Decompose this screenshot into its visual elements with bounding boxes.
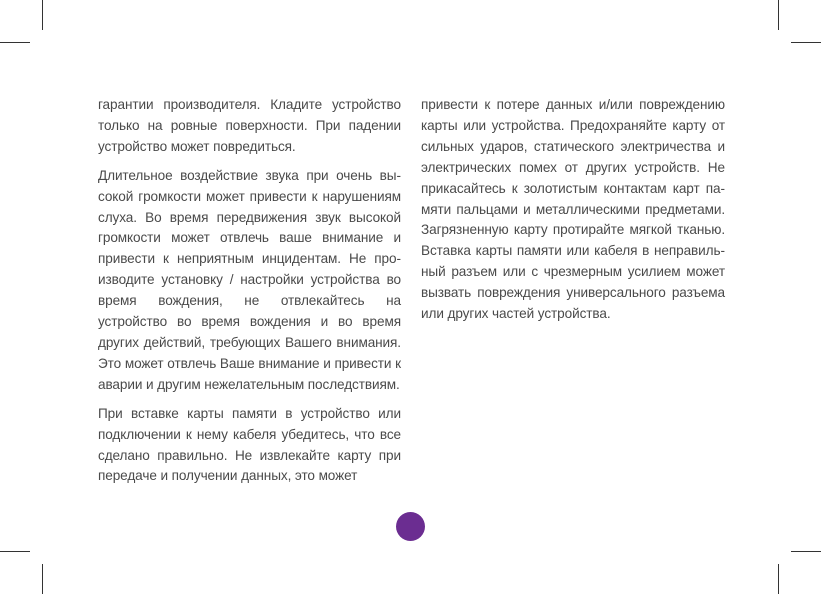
crop-mark-top-right-vertical: [778, 0, 779, 30]
page-marker-dot: [396, 512, 425, 541]
crop-mark-top-left-vertical: [42, 0, 43, 30]
paragraph: При вставке карты памяти в устройство или подключении к нему кабеля убедитесь, что все сделано правильно. Не извлекайте карту при передаче и получении данных, это может: [98, 405, 401, 484]
paragraph: Длительное воздействие звука при очень высокой громкости может привести к нарушениям слуха. Во время передвижения звук высокой громкости может отвлечь ваше внимание и привести к неприятным инцидентам. Не производите установку / настройки устройства во время вождения, не отвлекайтесь на устройство во время вождения и во время других действий, требующих Вашего внимания. Это может отвлечь Ваше внимание и привести к аварии и другим нежелательным последствиям.: [98, 167, 401, 392]
crop-mark-bottom-left-horizontal: [0, 551, 30, 552]
crop-mark-top-right-horizontal: [791, 42, 821, 43]
crop-mark-top-left-horizontal: [0, 42, 30, 43]
paragraph: привести к потере данных и/или повреждению карты или устройства. Предохраняйте карту от сильных ударов, статического электричества и электрических помех от других устройств. Не прикасайтесь к золотистым контактам карт памяти пальцами и металлическими предметами. Загрязненную карту протирайте мягкой тканью. Вставка карты памяти или кабеля в неправильный разъем или с чрезмерным усилием может вызвать повреждения универсального разъема или других частей устройства.: [421, 97, 725, 322]
right-text-column: [421, 95, 725, 333]
crop-mark-bottom-left-vertical: [42, 564, 43, 594]
left-text-column: [98, 95, 401, 495]
paragraph: гарантии производителя. Кладите устройство только на ровные поверхности. При падении устройство может повредиться.: [98, 97, 401, 154]
crop-mark-bottom-right-horizontal: [791, 551, 821, 552]
crop-mark-bottom-right-vertical: [778, 564, 779, 594]
